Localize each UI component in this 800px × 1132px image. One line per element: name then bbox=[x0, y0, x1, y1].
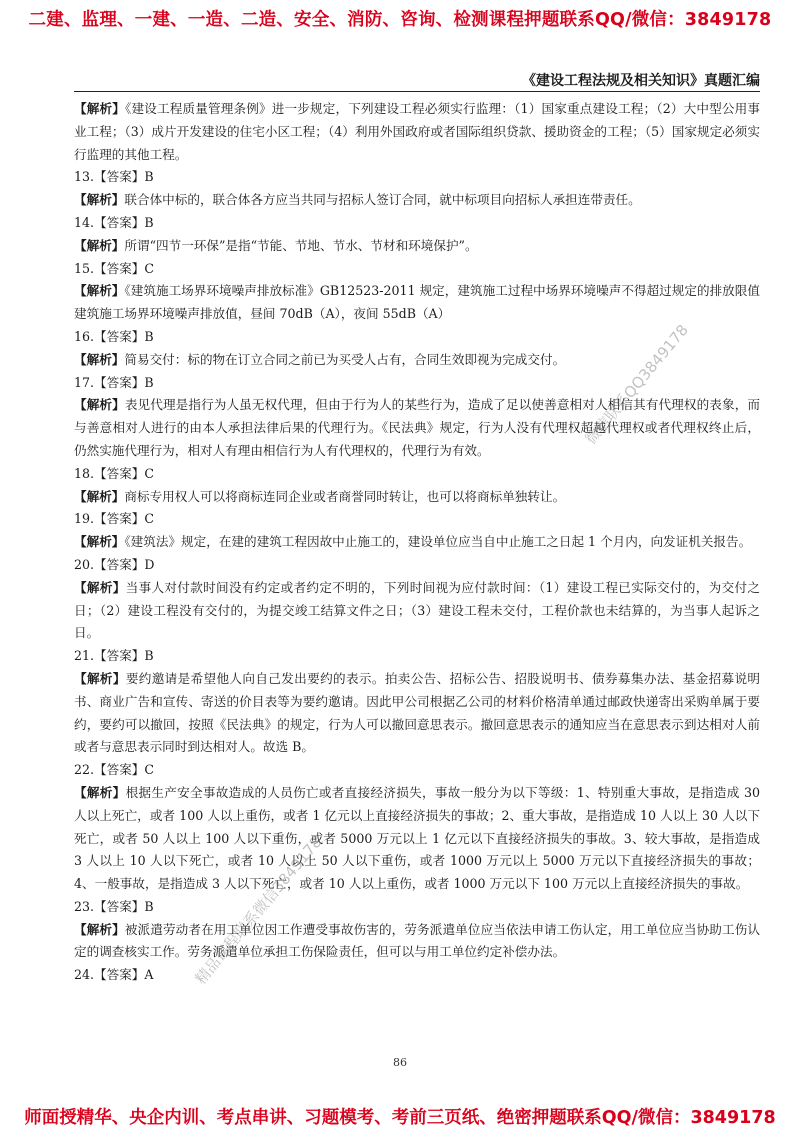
answer-content bbox=[74, 98, 760, 987]
top-banner: 二建、监理、一建、一造、二造、安全、消防、咨询、检测课程押题联系QQ/微信：3849178 bbox=[28, 10, 772, 30]
explanation-paragraph: 【解析】联合体中标的，联合体各方应当共同与招标人签订合同，就中标项目向招标人承担连带责任。 bbox=[74, 192, 641, 208]
answer-line: 21.【答案】B bbox=[74, 648, 154, 664]
watermark: 精品课程联系微信3849178 bbox=[191, 833, 326, 988]
explanation-paragraph: 【解析】被派遣劳动者在用工单位因工作遭受事故伤害的，劳务派遣单位应当依法申请工伤认定，用工单位应当协助工伤认定的调查核实工作。劳务派遣单位承担工伤保险责任，但可以与用工单位约定补偿办法。 bbox=[74, 921, 761, 960]
answer-line: 14.【答案】B bbox=[74, 214, 154, 230]
answer-line: 13.【答案】B bbox=[74, 169, 154, 185]
answer-line: 24.【答案】A bbox=[74, 967, 154, 983]
page-number: 86 bbox=[393, 1056, 407, 1069]
explanation-paragraph: 【解析】商标专用权人可以将商标连同企业或者商誉同时转让，也可以将商标单独转让。 bbox=[74, 488, 566, 504]
explanation-paragraph: 【解析】表见代理是指行为人虽无权代理，但由于行为人的某些行为，造成了足以使善意相对人相信其有代理权的表象，而与善意相对人进行的由本人承担法律后果的代理行为。《民法典》规定，行为人没有代理权超越代理权或者代理权终止后，仍然实施代理行为，相对人有理由相信行为人有代理权的，代理行为有效。 bbox=[74, 397, 761, 458]
explanation-paragraph: 【解析】《建设工程质量管理条例》进一步规定，下列建设工程必须实行监理：（1）国家重点建设工程；（2）大中型公用事业工程；（3）成片开发建设的住宅小区工程；（4）利用外国政府或者国际组织贷款、援助资金的工程；（5）国家规定必须实行监理的其他工程。 bbox=[74, 101, 760, 162]
explanation-paragraph: 【解析】《建筑法》规定，在建的建筑工程因故中止施工的，建设单位应当自中止施工之日起 1 个月内，向发证机关报告。 bbox=[74, 534, 752, 550]
explanation-paragraph: 【解析】所谓“四节一环保”是指“节能、节地、节水、节材和环境保护”。 bbox=[74, 237, 478, 253]
answer-line: 20.【答案】D bbox=[74, 556, 155, 572]
explanation-paragraph: 【解析】《建筑施工场界环境噪声排放标准》GB12523-2011 规定，建筑施工过程中场界环境噪声不得超过规定的排放限值建筑施工场界环境噪声排放值，昼间 70dB（A），夜间 55dB（A） bbox=[74, 283, 760, 322]
watermark: 微信联系QQ3849178 bbox=[581, 321, 693, 448]
explanation-paragraph: 【解析】当事人对付款时间没有约定或者约定不明的，下列时间视为应付款时间：（1）建设工程已实际交付的，为交付之日；（2）建设工程没有交付的，为提交竣工结算文件之日；（3）建设工程未交付，工程价款也未结算的，为当事人起诉之日。 bbox=[74, 579, 761, 641]
explanation-paragraph: 【解析】简易交付：标的物在订立合同之前已为买受人占有，合同生效即视为完成交付。 bbox=[74, 351, 566, 367]
answer-line: 15.【答案】C bbox=[74, 260, 155, 276]
answer-line: 16.【答案】B bbox=[74, 328, 154, 344]
answer-line: 17.【答案】B bbox=[74, 374, 154, 390]
bottom-banner: 师面授精华、央企内训、考点串讲、习题模考、考前三页纸、绝密押题联系QQ/微信：3849178 bbox=[24, 1108, 776, 1128]
answer-line: 19.【答案】C bbox=[74, 511, 155, 527]
answer-line: 23.【答案】B bbox=[74, 898, 154, 914]
header-rule bbox=[74, 91, 760, 92]
book-title: 《建设工程法规及相关知识》真题汇编 bbox=[522, 73, 760, 89]
explanation-paragraph: 【解析】根据生产安全事故造成的人员伤亡或者直接经济损失，事故一般分为以下等级：1、特别重大事故，是指造成 30 人以上死亡，或者 100 人以上重伤，或者 1 亿元以上直接经济损失的事故；2、重大事故，是指造成 10 人以上 30 人以下死亡，或者 50 人以上 100 人以下重伤，或者 5000 万元以上 1 亿元以下直接经济损失的事故。3、较大事故，是指造成 3 人以上 10 人以下死亡，或者 10 人以上 50 人以下重伤，或者 1000 万元以上 5000 万元以下直接经济损失的事故；4、一般事故，是指造成 3 人以下死亡，或者 10 人以上重伤，或者 1000 万元以下 100 万元以上直接经济损失的事故。 bbox=[74, 784, 760, 892]
answer-line: 18.【答案】C bbox=[74, 465, 155, 481]
answer-line: 22.【答案】C bbox=[74, 762, 155, 778]
explanation-paragraph: 【解析】要约邀请是希望他人向自己发出要约的表示。拍卖公告、招标公告、招股说明书、债券募集办法、基金招募说明书、商业广告和宣传、寄送的价目表等为要约邀请。因此甲公司根据乙公司的材料价格清单通过邮政快递寄出采购单属于要约，要约可以撤回，按照《民法典》的规定，行为人可以撤回意思表示。撤回意思表示的通知应当在意思表示到达相对人前或者与意思表示同时到达相对人。故选 B。 bbox=[74, 670, 761, 755]
